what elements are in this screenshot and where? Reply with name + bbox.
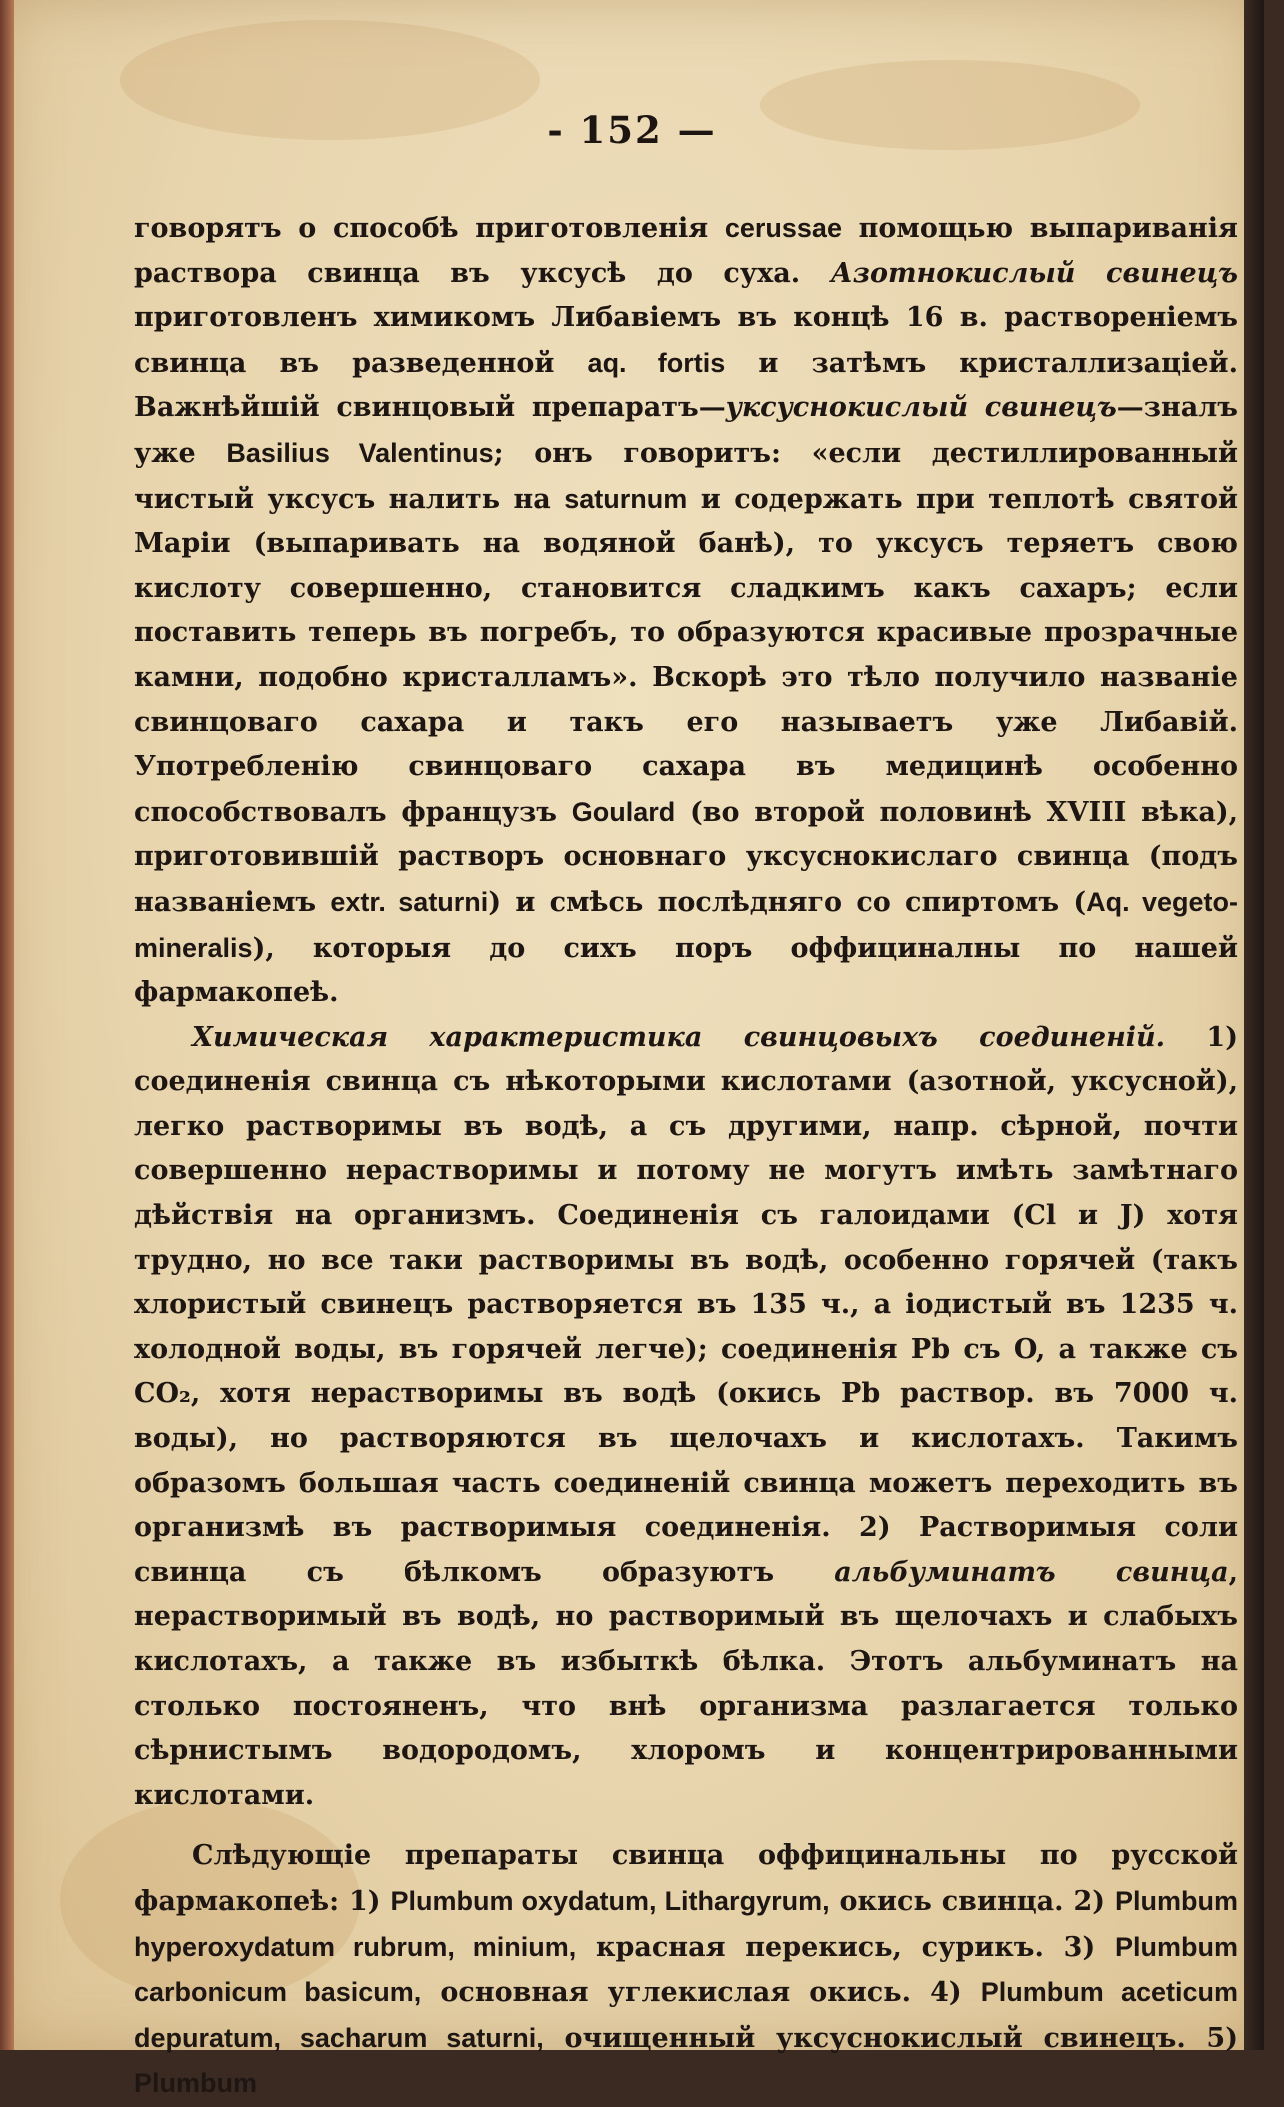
text-run: ; онъ говоритъ: «если дестиллированный чистый уксусъ налить на [134,437,1238,515]
text-run: основная углекислая окись. 4) [421,1977,981,2009]
text-run: 1) соединенія свинца съ нѣкоторыми кислотами (азотной, уксусной), легко растворимы въ водѣ, а съ другими, напр. сѣрной, почти совершенно нерастворимы и потому не могутъ имѣть замѣтнаго дѣйствія на организмъ. Соединенія съ галоидами (Cl и J) хотя трудно, но все таки растворимы въ водѣ, особенно горячей (такъ хлористый свинецъ растворяется въ 135 ч., а іодистый въ 1235 ч. холодной воды, въ горячей легче); соединенія Pb съ O, а также съ CO₂, хотя нерастворимы въ водѣ (окись Pb раствор. въ 7000 ч. воды), но растворяются въ щелочахъ и кислотахъ. Такимъ образомъ большая часть соединеній свинца можетъ переходить въ организмѣ въ растворимыя соединенія. 2) Растворимыя соли свинца съ бѣлкомъ образуютъ [134,1021,1238,1588]
latin-term: Plumbum [134,2068,258,2099]
text-run: очищенный уксуснокислый свинецъ. 5) [543,2022,1238,2054]
italic-term: альбуминатъ свинца [834,1556,1229,1588]
binding-gutter [0,0,14,2050]
latin-term: Basilius Valentinus [226,437,494,468]
latin-term: Plumbum hyperoxydatum rubrum, minium, [134,1885,1238,1962]
latin-term: Aq. vegeto-mineralis [134,886,1238,963]
text-run: окись свинца. 2) [829,1885,1115,1917]
italic-term: Азотнокислый свинецъ [830,257,1238,289]
text-run: (во второй половинѣ XVIII вѣка), приготовившій растворъ основнаго уксуснокислаго свинца (подъ названіемъ [134,796,1238,918]
text-run: помощью выпариванія раствора свинца въ уксусѣ до суха. [134,213,1238,289]
body-text [134,206,1238,2107]
text-run: , нерастворимый въ водѣ, но растворимый въ щелочахъ и слабыхъ кислотахъ, а также въ избыткѣ бѣлка. Этотъ альбуминатъ на столько постояненъ, что внѣ организма разлагается только сѣрнистымъ водородомъ, хлоромъ и концентрированными кислотами. [134,1556,1238,1811]
italic-term: уксуснокислый свинецъ [725,392,1117,424]
latin-term: Plumbum carbonicum basicum, [134,1931,1238,2008]
italic-term: Химическая характеристика свинцовыхъ соединеній. [192,1021,1166,1053]
text-run: ) и смѣсь послѣдняго со спиртомъ ( [488,886,1087,918]
text-run: красная перекись, сурикъ. 3) [576,1931,1115,1963]
latin-term: saturnum [564,483,688,514]
latin-term: aq. fortis [587,347,726,378]
page-edge [1244,0,1264,2050]
paragraph [134,1834,1238,2107]
paragraph [134,206,1238,1016]
text-run: приготовленъ химикомъ Либавіемъ въ концѣ 16 в. раствореніемъ свинца въ разведенной [134,302,1238,379]
page-number: - 152 — [547,108,717,152]
latin-term: Plumbum aceticum depuratum, sacharum saturni, [134,1977,1238,2053]
text-run: Слѣдующіе препараты свинца оффицинальны по русской фармакопеѣ: 1) [134,1840,1238,1917]
latin-term: Goulard [571,796,676,827]
latin-term: cerussae [724,213,842,243]
text-run: ), которыя до сихъ поръ оффициналны по нашей фармакопеѣ. [134,932,1238,1009]
text-run: и затѣмъ кристаллизаціей. Важнѣйшій свинцовый препаратъ— [134,347,1238,424]
text-run: и содержать при теплотѣ святой Маріи (выпаривать на водяной банѣ), то уксусъ теряетъ свою кислоту совершенно, становится сладкимъ какъ сахаръ; если поставить теперь въ погребъ, то образуются красивые прозрачные камни, подобно кристалламъ». Вскорѣ это тѣло получило названіе свинцоваго сахара и такъ его называетъ уже Либавій. Употребленію свинцоваго сахара въ медицинѣ особенно способствовалъ французъ [134,483,1238,828]
paragraph [134,1016,1238,1819]
text-run: —зналъ уже [134,392,1238,469]
latin-term: extr. saturni [330,886,489,917]
latin-term: Plumbum oxydatum, Lithargyrum, [390,1885,830,1916]
text-run: говорятъ о способѣ приготовленія [134,213,725,244]
